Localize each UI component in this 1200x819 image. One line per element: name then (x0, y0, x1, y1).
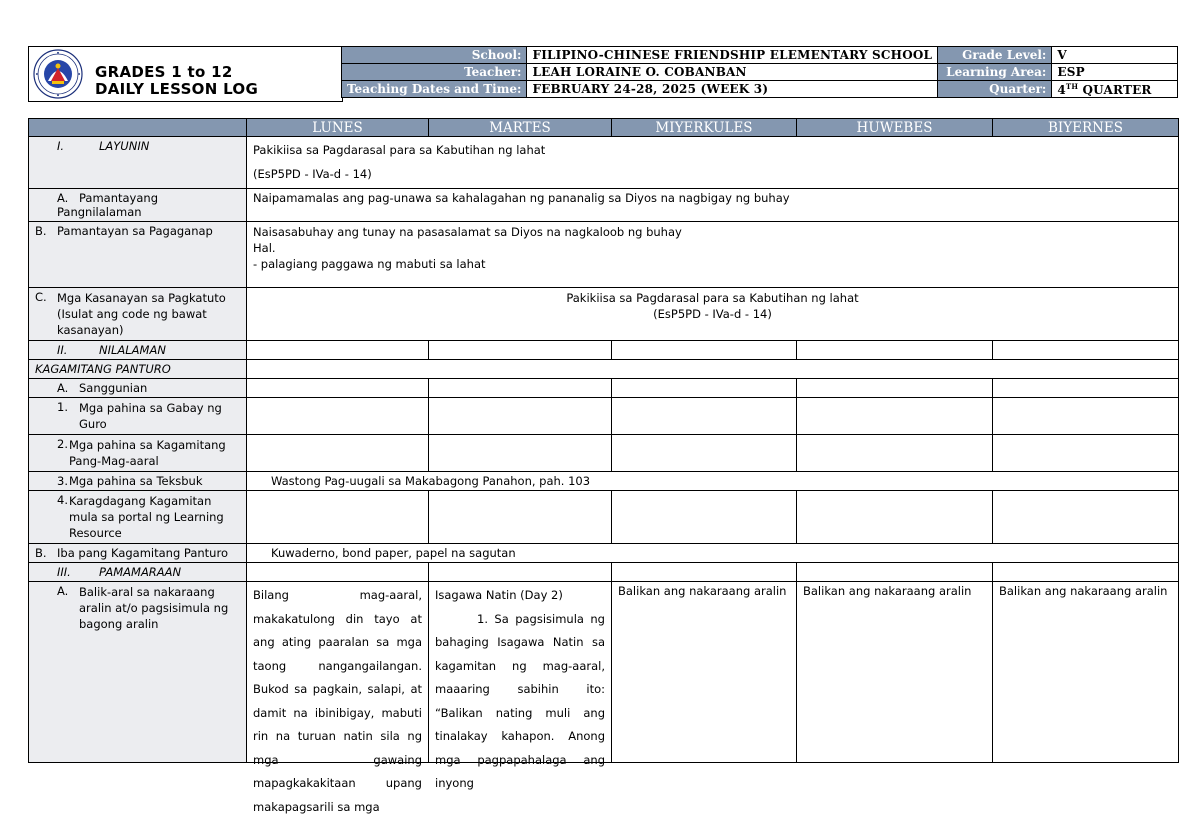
school-value: FILIPINO-CHINESE FRIENDSHIP ELEMENTARY SCHOOL (527, 47, 938, 64)
label-iba-pang: B. Iba pang Kagamitang Panturo (29, 544, 247, 563)
title-line-1: GRADES 1 to 12 (95, 63, 233, 81)
cell-karagdagang-martes (429, 491, 612, 544)
label-layunin: I. LAYUNIN (29, 137, 247, 189)
cell-karagdagang-lunes (247, 491, 429, 544)
cell-gabay-martes (429, 398, 612, 435)
cell-sanggunian-miyerkules (612, 379, 797, 398)
row-kasanayan (29, 288, 1179, 341)
quarter-value (1052, 81, 1178, 98)
content-teksbuk: Wastong Pag-uugali sa Makabagong Panahon, pah. 103 (247, 472, 1179, 491)
quarter-suffix: TH (1065, 81, 1079, 91)
cell-nilalaman-miyerkules (612, 341, 797, 360)
cell-pamamaraan-lunes (247, 563, 429, 582)
lesson-log-table (28, 118, 1179, 814)
label-pagaganap: B. Pamantayan sa Pagaganap (29, 222, 247, 288)
cell-mag-aaral-martes (429, 435, 612, 472)
row-gabay (29, 398, 1179, 435)
row-balik-aral (29, 582, 1179, 763)
cell-karagdagang-miyerkules (612, 491, 797, 544)
cell-pamamaraan-martes (429, 563, 612, 582)
learning-area-value: ESP (1052, 64, 1178, 81)
quarter-label: Quarter: (938, 81, 1052, 98)
cell-pamamaraan-biyernes (993, 563, 1179, 582)
row-karagdagang (29, 491, 1179, 544)
label-teksbuk: 3.Mga pahina sa Teksbuk (29, 472, 247, 491)
row-nilalaman (29, 341, 1179, 360)
content-iba-pang: Kuwaderno, bond paper, papel na sagutan (247, 544, 1179, 563)
balik-aral-biyernes: Balikan ang nakaraang aralin (993, 582, 1179, 763)
cell-sanggunian-lunes (247, 379, 429, 398)
label-balik-aral: A. Balik-aral sa nakaraang aralin at/o pagsisimula ng bagong aralin (29, 582, 247, 763)
cell-gabay-miyerkules (612, 398, 797, 435)
day-header-lunes: LUNES (247, 119, 429, 137)
learning-area-label: Learning Area: (938, 64, 1052, 81)
day-header-miyerkules: MIYERKULES (612, 119, 797, 137)
cell-nilalaman-biyernes (993, 341, 1179, 360)
label-gabay: 1. Mga pahina sa Gabay ng Guro (29, 398, 247, 435)
lesson-log-header (28, 46, 1178, 102)
balik-aral-lunes: Bilang mag-aaral, makakatulong din tayo at ang ating paaralan sa mga taong nangangailangan. Bukod sa pagkain, salapi, at damit na ibinibigay, mabuti rin na turuan natin sila ng mga gawaing mapagkakakitaan upang makapagsarili sa mga (247, 582, 429, 763)
label-sanggunian: A. Sanggunian (29, 379, 247, 398)
row-layunin (29, 137, 1179, 189)
row-iba-pang (29, 544, 1179, 563)
content-pangnilalaman: Naipamamalas ang pag-unawa sa kahalagahan ng pananalig sa Diyos na nagbigay ng buhay (247, 189, 1179, 222)
content-layunin: Pakikiisa sa Pagdarasal para sa Kabutihan ng lahat (EsP5PD - IVa-d - 14) (247, 137, 1179, 189)
day-header-blank (29, 119, 247, 137)
cell-nilalaman-huwebes (797, 341, 993, 360)
day-header-huwebes: HUWEBES (797, 119, 993, 137)
day-header-biyernes: BIYERNES (993, 119, 1179, 137)
row-kagamitan (29, 360, 1179, 379)
cell-gabay-biyernes (993, 398, 1179, 435)
grade-level-value: V (1052, 47, 1178, 64)
row-pagaganap (29, 222, 1179, 288)
cell-karagdagang-huwebes (797, 491, 993, 544)
day-header-martes: MARTES (429, 119, 612, 137)
row-pamamaraan (29, 563, 1179, 582)
label-kasanayan: C. Mga Kasanayan sa Pagkatuto (Isulat ang code ng bawat kasanayan) (29, 288, 247, 341)
cell-pamamaraan-huwebes (797, 563, 993, 582)
balik-aral-huwebes: Balikan ang nakaraang aralin (797, 582, 993, 763)
logo-box (28, 46, 343, 102)
cell-sanggunian-biyernes (993, 379, 1179, 398)
teacher-value: LEAH LORAINE O. COBANBAN (527, 64, 938, 81)
cell-nilalaman-lunes (247, 341, 429, 360)
cell-karagdagang-biyernes (993, 491, 1179, 544)
day-header-row (29, 119, 1179, 137)
cell-kagamitan (247, 360, 1179, 379)
cell-mag-aaral-huwebes (797, 435, 993, 472)
balik-aral-miyerkules: Balikan ang nakaraang aralin (612, 582, 797, 763)
teacher-label: Teacher: (342, 64, 527, 81)
title-line-2: DAILY LESSON LOG (95, 80, 259, 98)
content-pagaganap: Naisasabuhay ang tunay na pasasalamat sa Diyos na nagkaloob ng buhay Hal. - palagiang paggawa ng mabuti sa lahat (247, 222, 1179, 288)
deped-seal-icon (33, 49, 83, 99)
row-teksbuk (29, 472, 1179, 491)
cell-nilalaman-martes (429, 341, 612, 360)
teaching-dates-label: Teaching Dates and Time: (342, 81, 527, 98)
row-mag-aaral (29, 435, 1179, 472)
cell-pamamaraan-miyerkules (612, 563, 797, 582)
balik-aral-martes: Isagawa Natin (Day 2) 1. Sa pagsisimula ng bahaging Isagawa Natin sa kagamitan ng mag-aaral, maaaring sabihin ito: “Balikan nating muli ang tinalakay kahapon. Anong mga pagpapahalaga ang inyong (429, 582, 612, 763)
cell-sanggunian-huwebes (797, 379, 993, 398)
cell-mag-aaral-biyernes (993, 435, 1179, 472)
label-pamamaraan: III. PAMAMARAAN (29, 563, 247, 582)
school-label: School: (342, 47, 527, 64)
cell-mag-aaral-lunes (247, 435, 429, 472)
teaching-dates-value: FEBRUARY 24-28, 2025 (WEEK 3) (527, 81, 938, 98)
cell-gabay-huwebes (797, 398, 993, 435)
quarter-number: 4 (1057, 82, 1066, 97)
label-nilalaman: II. NILALAMAN (29, 341, 247, 360)
label-karagdagang: 4. Karagdagang Kagamitan mula sa portal ng Learning Resource (29, 491, 247, 544)
cell-mag-aaral-miyerkules (612, 435, 797, 472)
cell-sanggunian-martes (429, 379, 612, 398)
label-kagamitan: KAGAMITANG PANTURO (29, 360, 247, 379)
grade-level-label: Grade Level: (938, 47, 1052, 64)
cell-gabay-lunes (247, 398, 429, 435)
row-sanggunian (29, 379, 1179, 398)
quarter-text: QUARTER (1078, 82, 1152, 97)
label-pangnilalaman: A. Pamantayang Pangnilalaman (29, 189, 247, 222)
info-table (341, 46, 1178, 98)
content-kasanayan: Pakikiisa sa Pagdarasal para sa Kabutihan ng lahat (EsP5PD - IVa-d - 14) (247, 288, 1179, 341)
row-pangnilalaman (29, 189, 1179, 222)
label-mag-aaral: 2. Mga pahina sa Kagamitang Pang-Mag-aaral (29, 435, 247, 472)
